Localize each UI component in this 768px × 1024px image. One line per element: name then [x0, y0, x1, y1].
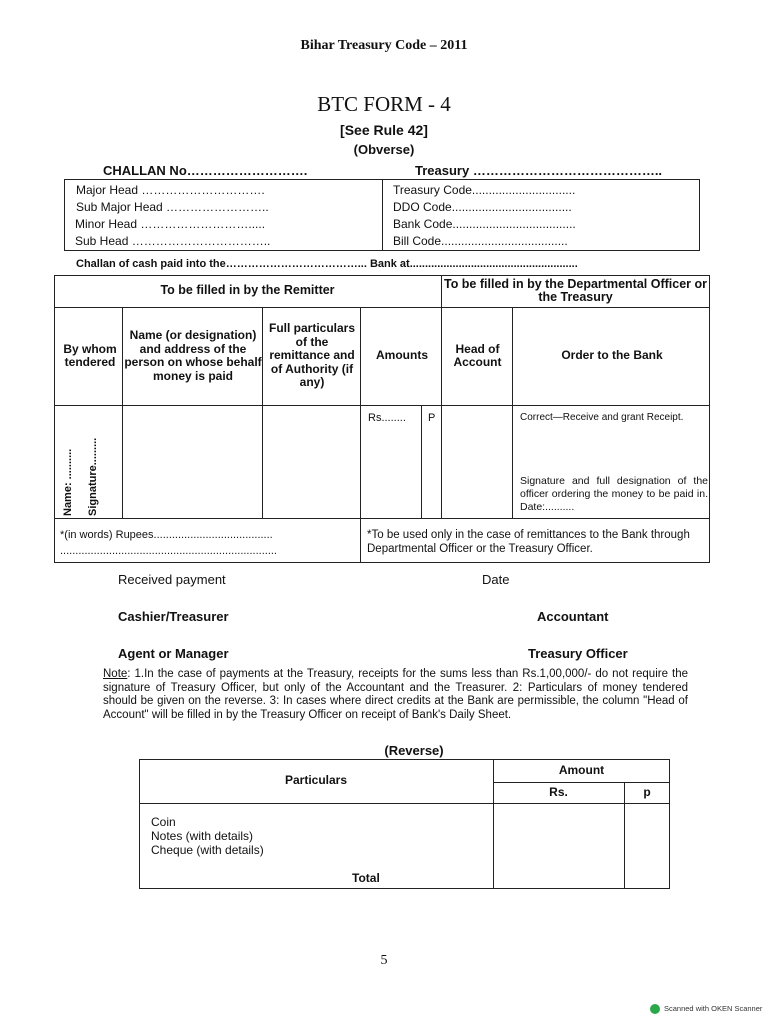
note-text: : 1.In the case of payments at the Treasury, receipts for the sums less than Rs.1,00,000/- do not require the signature of Treasury Officer, but only of the Accountant and the Treasurer. 2: Particulars of money tendered should be given on the reverse. 3: In cases where direct credits at the Bank are permissible, the column "Head of Account" will be filled in by the Treasury Officer on receipt of Bank's Daily Sheet.	[103, 668, 688, 721]
treasury-officer-label: Treasury Officer	[528, 646, 628, 661]
table-rule	[360, 307, 361, 563]
order-signature-text: Signature and full designation of the officer ordering the money to be paid in. Date:..........	[520, 475, 708, 513]
signature-field[interactable]: Signature.........	[87, 437, 99, 516]
table-rule	[122, 307, 123, 518]
page-number: 5	[380, 953, 388, 968]
rs-field[interactable]: Rs........	[368, 412, 406, 424]
col-amounts: Amounts	[376, 348, 428, 363]
accountant-label: Accountant	[537, 609, 609, 624]
name-field[interactable]: Name: ..........	[62, 448, 74, 516]
major-head-field[interactable]: Major Head ………………………….	[76, 183, 265, 197]
particulars-header: Particulars	[284, 773, 348, 788]
received-payment-label: Received payment	[118, 572, 226, 587]
col-name-address: Name (or designation) and address of the person on whose behalf money is paid	[124, 328, 262, 383]
bank-code-field[interactable]: Bank Code.....................................	[393, 217, 576, 231]
obverse-label: (Obverse)	[353, 142, 415, 157]
notes-row: Notes (with details)	[151, 829, 254, 843]
cashier-label: Cashier/Treasurer	[118, 609, 229, 624]
treasury-code-field[interactable]: Treasury Code...............................	[393, 183, 576, 197]
rule-reference: [See Rule 42]	[340, 122, 428, 138]
amount-header: Amount	[558, 762, 605, 777]
table-rule	[512, 307, 513, 518]
challan-number-field[interactable]: CHALLAN No……………………….	[103, 163, 308, 178]
heads-divider	[382, 179, 383, 251]
coin-row: Coin	[151, 815, 176, 829]
remittance-footnote: *To be used only in the case of remittances to the Bank through Departmental Officer or the Treasury Officer.	[367, 529, 690, 555]
oken-logo-icon	[650, 1004, 660, 1014]
table-rule	[421, 405, 422, 518]
col-by-whom-tendered: By whom tendered	[63, 341, 117, 369]
ddo-code-field[interactable]: DDO Code....................................	[393, 200, 572, 214]
remitter-header: To be filled in by the Remitter	[160, 283, 335, 298]
table-rule	[54, 405, 710, 406]
note-paragraph	[103, 668, 688, 722]
treasury-field[interactable]: Treasury ……………………………………..	[415, 163, 663, 178]
sub-head-field[interactable]: Sub Head ……………………………..	[75, 234, 271, 248]
reverse-p-header: p	[643, 784, 651, 799]
col-order-to-bank: Order to the Bank	[561, 348, 663, 363]
reverse-rule	[139, 803, 670, 804]
date-label: Date	[482, 572, 510, 587]
total-row: Total	[352, 871, 380, 885]
form-title: BTC FORM - 4	[317, 92, 451, 116]
table-rule	[262, 307, 263, 518]
cheque-row: Cheque (with details)	[151, 843, 264, 857]
col-particulars: Full particulars of the remittance and of Authority (if any)	[268, 321, 356, 390]
order-correct-text: Correct—Receive and grant Receipt.	[520, 412, 684, 423]
amount-in-words-line2[interactable]: .......................................................................	[60, 545, 277, 557]
document-header: Bihar Treasury Code – 2011	[300, 38, 468, 53]
bill-code-field[interactable]: Bill Code......................................	[393, 234, 568, 248]
amount-in-words-field[interactable]: *(in words) Rupees.......................................	[60, 529, 273, 541]
challan-cash-line[interactable]: Challan of cash paid into the………………………………... Bank at.......................................................	[76, 258, 578, 270]
scanner-watermark	[650, 1004, 762, 1014]
agent-label: Agent or Manager	[118, 646, 229, 661]
note-label: Note	[103, 668, 128, 680]
paise-field[interactable]: P	[428, 412, 436, 424]
sub-major-head-field[interactable]: Sub Major Head ……………………..	[76, 200, 269, 214]
table-rule	[54, 518, 710, 519]
reverse-rs-header: Rs.	[549, 784, 568, 799]
col-head-of-account: Head of Account	[453, 341, 502, 369]
scanner-watermark-text: Scanned with OKEN Scanner	[664, 1004, 763, 1013]
minor-head-field[interactable]: Minor Head ……………………….....	[75, 217, 266, 231]
department-header: To be filled in by the Departmental Officer or the Treasury	[443, 276, 707, 304]
reverse-title: (Reverse)	[384, 743, 444, 758]
